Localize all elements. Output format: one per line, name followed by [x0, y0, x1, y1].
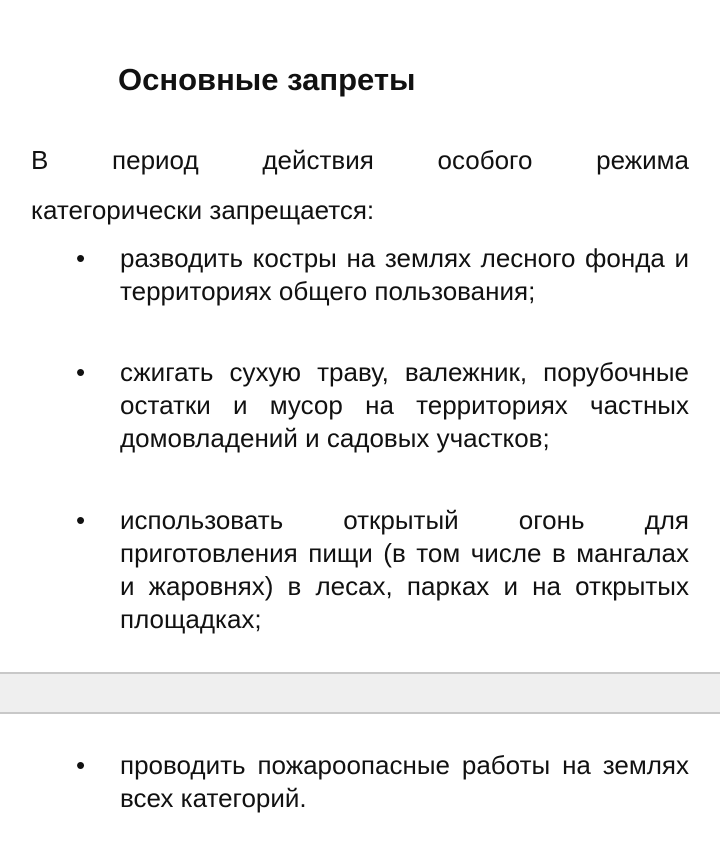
intro-word: период	[112, 145, 199, 175]
bullet-icon: •	[76, 357, 86, 387]
page-break-gap	[0, 672, 720, 714]
ban-text: использовать открытый огонь для приготовления пищи (в том числе в мангалах и жаровнях) в лесах, парках и на открытых площадках;	[120, 505, 689, 634]
intro-line-2: категорически запрещается:	[31, 195, 375, 225]
ban-text: разводить костры на землях лесного фонда и территориях общего пользования;	[120, 243, 689, 306]
ban-text: проводить пожароопасные работы на землях всех категорий.	[120, 750, 689, 813]
intro-paragraph	[31, 135, 689, 235]
intro-word: особого	[437, 145, 533, 175]
section-title: Основные запреты	[118, 62, 416, 97]
bullet-icon: •	[76, 243, 86, 273]
bullet-icon: •	[76, 750, 86, 780]
intro-word: В	[31, 145, 49, 175]
ban-text: сжигать сухую траву, валежник, порубочные остатки и мусор на территориях частных домовладений и садовых участков;	[120, 357, 689, 453]
intro-line-1	[31, 135, 689, 185]
bullet-icon: •	[76, 505, 86, 535]
intro-word: действия	[262, 145, 374, 175]
intro-word: режима	[596, 145, 689, 175]
